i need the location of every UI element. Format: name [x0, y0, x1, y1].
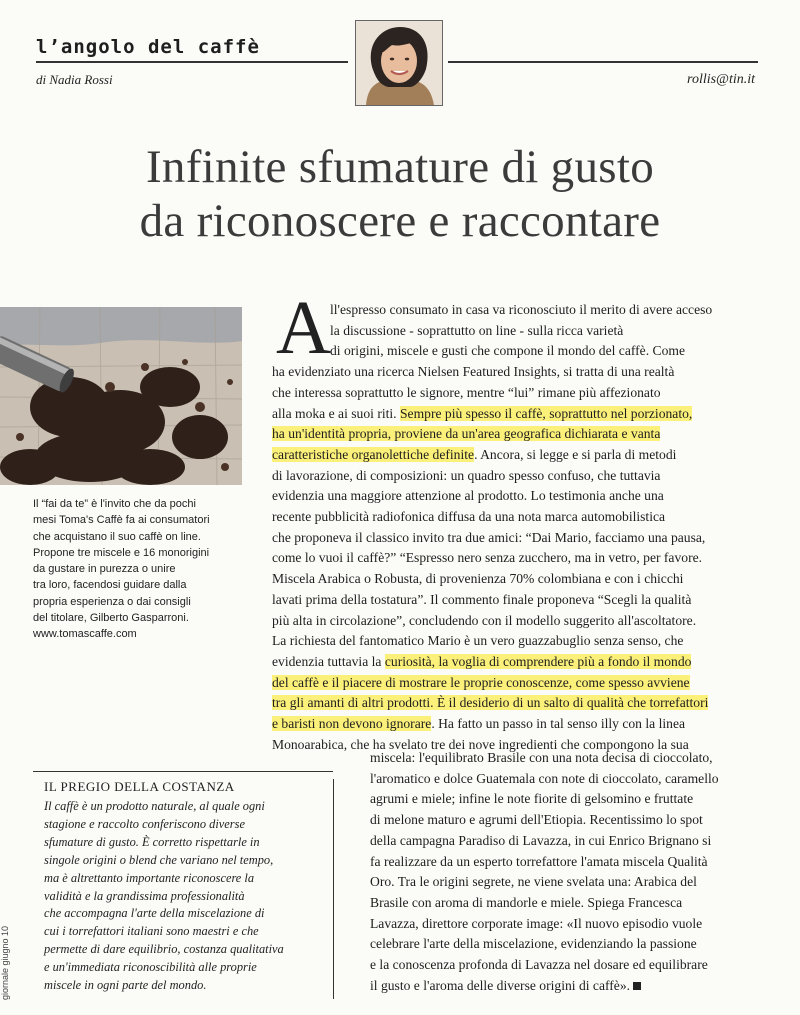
- body-line: [272, 693, 764, 714]
- article-body-continued: [370, 748, 770, 996]
- highlighted-text: ha un'identità propria, proviene da un'area geografica dichiarata e vanta: [272, 426, 661, 442]
- body-line: lavati prima della tostatura”. Il commento finale proponeva “Scegli la qualità: [272, 591, 692, 607]
- sidebar-text: [44, 798, 334, 995]
- body-line: agrumi e miele; infine le note fiorite di gelsomino e fruttate: [370, 791, 694, 807]
- body-line: ll'espresso consumato in casa va riconosciuto il merito di avere acceso: [330, 302, 713, 317]
- body-line: che proponeva il classico invito tra due amici: “Dai Mario, facciamo una pausa,: [272, 529, 706, 545]
- body-line: più alta in circolazione”, concludendo con il modello suggerito all'ascoltatore.: [272, 612, 697, 628]
- highlighted-text: curiosità, la voglia di comprendere più a fondo il mondo: [384, 653, 692, 669]
- article-headline: [30, 140, 770, 248]
- highlighted-text: del caffè e il piacere di mostrare le proprie conoscenze, come spesso avviene: [272, 674, 690, 690]
- sidebar-line: che accompagna l'arte della miscelazione di: [44, 906, 265, 921]
- highlighted-text: caratteristiche organolettiche definite: [272, 446, 475, 462]
- highlighted-text: Sempre più spesso il caffè, soprattutto nel porzionato,: [399, 405, 693, 421]
- body-line: celebrare l'arte della miscelazione, evidenziando la passione: [370, 936, 697, 952]
- body-line: [272, 673, 764, 694]
- body-line: evidenzia una maggiore attenzione al prodotto. Lo testimonia anche una: [272, 488, 664, 504]
- body-text: evidenzia tuttavia la: [272, 653, 382, 669]
- highlighted-text: tra gli amanti di altri prodotti. È il desiderio di un salto di qualità che torrefattori: [272, 695, 709, 711]
- body-line: [272, 445, 764, 466]
- caption-url: www.tomascaffe.com: [33, 628, 137, 641]
- caption-line: che acquistano il suo caffè on line.: [33, 530, 201, 543]
- page-folio: giornale giugno 10: [0, 925, 10, 1000]
- end-of-article-mark: [633, 982, 641, 990]
- caption-line: mesi Toma's Caffè fa ai consumatori: [33, 514, 210, 527]
- sidebar-title: IL PREGIO DELLA COSTANZA: [44, 779, 235, 794]
- body-line: fa realizzare da un esperto torrefattore l'amata miscela Qualità: [370, 853, 708, 869]
- body-line: [272, 404, 764, 425]
- drop-cap: A: [276, 286, 331, 370]
- column-title: l’angolo del caffè: [36, 36, 260, 58]
- coffee-beans-photo: [0, 307, 242, 485]
- body-line: di origini, miscele e gusti che compone il mondo del caffè. Come: [330, 343, 685, 359]
- photo-caption: [33, 496, 248, 643]
- sidebar-line: singole origini o blend che variano nel tempo,: [44, 852, 274, 867]
- body-line: miscela: l'equilibrato Brasile con una nota decisa di cioccolato,: [370, 750, 713, 765]
- sidebar-line: validità e la grandissima professionalità: [44, 888, 245, 903]
- article-body: [272, 300, 764, 755]
- body-text: . Ancora, si legge e si parla di metodi: [474, 446, 677, 462]
- body-line: della campagna Paradiso di Lavazza, in cui Enrico Brignano si: [370, 832, 712, 848]
- body-line: [272, 652, 764, 673]
- body-line: [272, 424, 764, 445]
- author-byline: di Nadia Rossi: [36, 72, 113, 87]
- header-rule-right: [448, 61, 758, 63]
- header-rule-left: [36, 61, 348, 63]
- caption-line: Il “fai da te” è l'invito che da pochi: [33, 498, 196, 510]
- body-line: La richiesta del fantomatico Mario è un vero guazzabuglio senza senso, che: [272, 633, 684, 649]
- sidebar-line: e un'immediata riconoscibilità alle proprie: [44, 960, 257, 975]
- headline-line-2: da riconoscere e raccontare: [139, 195, 661, 247]
- body-line: Monoarabica, che ha svelato tre dei nove ingredienti che compongono la sua: [272, 736, 689, 752]
- body-line: la discussione - soprattutto on line - sulla ricca varietà: [330, 322, 624, 338]
- body-line: di lavorazione, di composizioni: un quadro spesso confuso, che tuttavia: [272, 467, 661, 483]
- body-text: alla moka e ai suoi riti.: [272, 405, 397, 421]
- body-line: Brasile con aroma di mandorle e miele. Spiega Francesca: [370, 894, 683, 910]
- sidebar-top-rule: [33, 771, 333, 772]
- sidebar-line: cui i torrefattori italiani sono maestri e che: [44, 924, 259, 939]
- body-line: [370, 976, 770, 997]
- caption-line: tra loro, facendosi guidare dalla: [33, 579, 187, 592]
- caption-line: propria esperienza o dai consigli: [33, 595, 191, 608]
- caption-line: del titolare, Gilberto Gasparroni.: [33, 612, 189, 625]
- body-line: che interessa soprattutto le signore, mentre “lui” rimane più affezionato: [272, 384, 661, 400]
- body-line: e la conoscenza profonda di Lavazza nel dosare ed equilibrare: [370, 957, 708, 973]
- highlighted-text: e baristi non devono ignorare: [272, 716, 432, 732]
- body-text: il gusto e l'aroma delle diverse origini di caffè».: [370, 977, 631, 993]
- body-text: . Ha fatto un passo in tal senso illy con la linea: [431, 716, 686, 732]
- sidebar-line: stagione e raccolto conferiscono diverse: [44, 816, 245, 831]
- caption-line: da gustare in purezza o unire: [33, 563, 176, 576]
- sidebar-line: miscele in ogni parte del mondo.: [44, 978, 207, 993]
- body-line: recente pubblicità radiofonica diffusa da una nota marca automobilistica: [272, 509, 666, 525]
- body-line: ha evidenziato una ricerca Nielsen Featured Insights, si tratta di una realtà: [272, 364, 675, 380]
- body-line: Miscela Arabica o Robusta, di provenienza 70% colombiana e con i chicchi: [272, 571, 684, 587]
- sidebar-line: Il caffè è un prodotto naturale, al quale ogni: [44, 799, 265, 813]
- author-portrait: [355, 20, 443, 106]
- body-line: di melone maturo e agrumi dell'Etiopia. Recentissimo lo spot: [370, 812, 703, 828]
- body-line: Oro. Tra le origini segrete, ne viene svelata una: Arabica del: [370, 874, 697, 890]
- body-line: Lavazza, direttore corporate image: «Il nuovo episodio vuole: [370, 915, 703, 931]
- sidebar-line: permette di dare equilibrio, costanza qualitativa: [44, 942, 284, 957]
- body-line: come lo vuoi il caffè?” “Espresso nero senza zucchero, ma in vetro, per favore.: [272, 550, 703, 566]
- body-line: l'aromatico e dolce Guatemala con note di cioccolato, caramello: [370, 770, 719, 786]
- body-line: [272, 714, 764, 735]
- headline-line-1: Infinite sfumature di gusto: [145, 141, 655, 193]
- sidebar-line: ma è altrettanto importante riconoscere la: [44, 870, 255, 885]
- sidebar-line: sfumature di gusto. È corretto rispettarle in: [44, 834, 260, 849]
- author-email: rollis@tin.it: [687, 72, 755, 87]
- caption-line: Propone tre miscele e 16 monorigini: [33, 546, 210, 559]
